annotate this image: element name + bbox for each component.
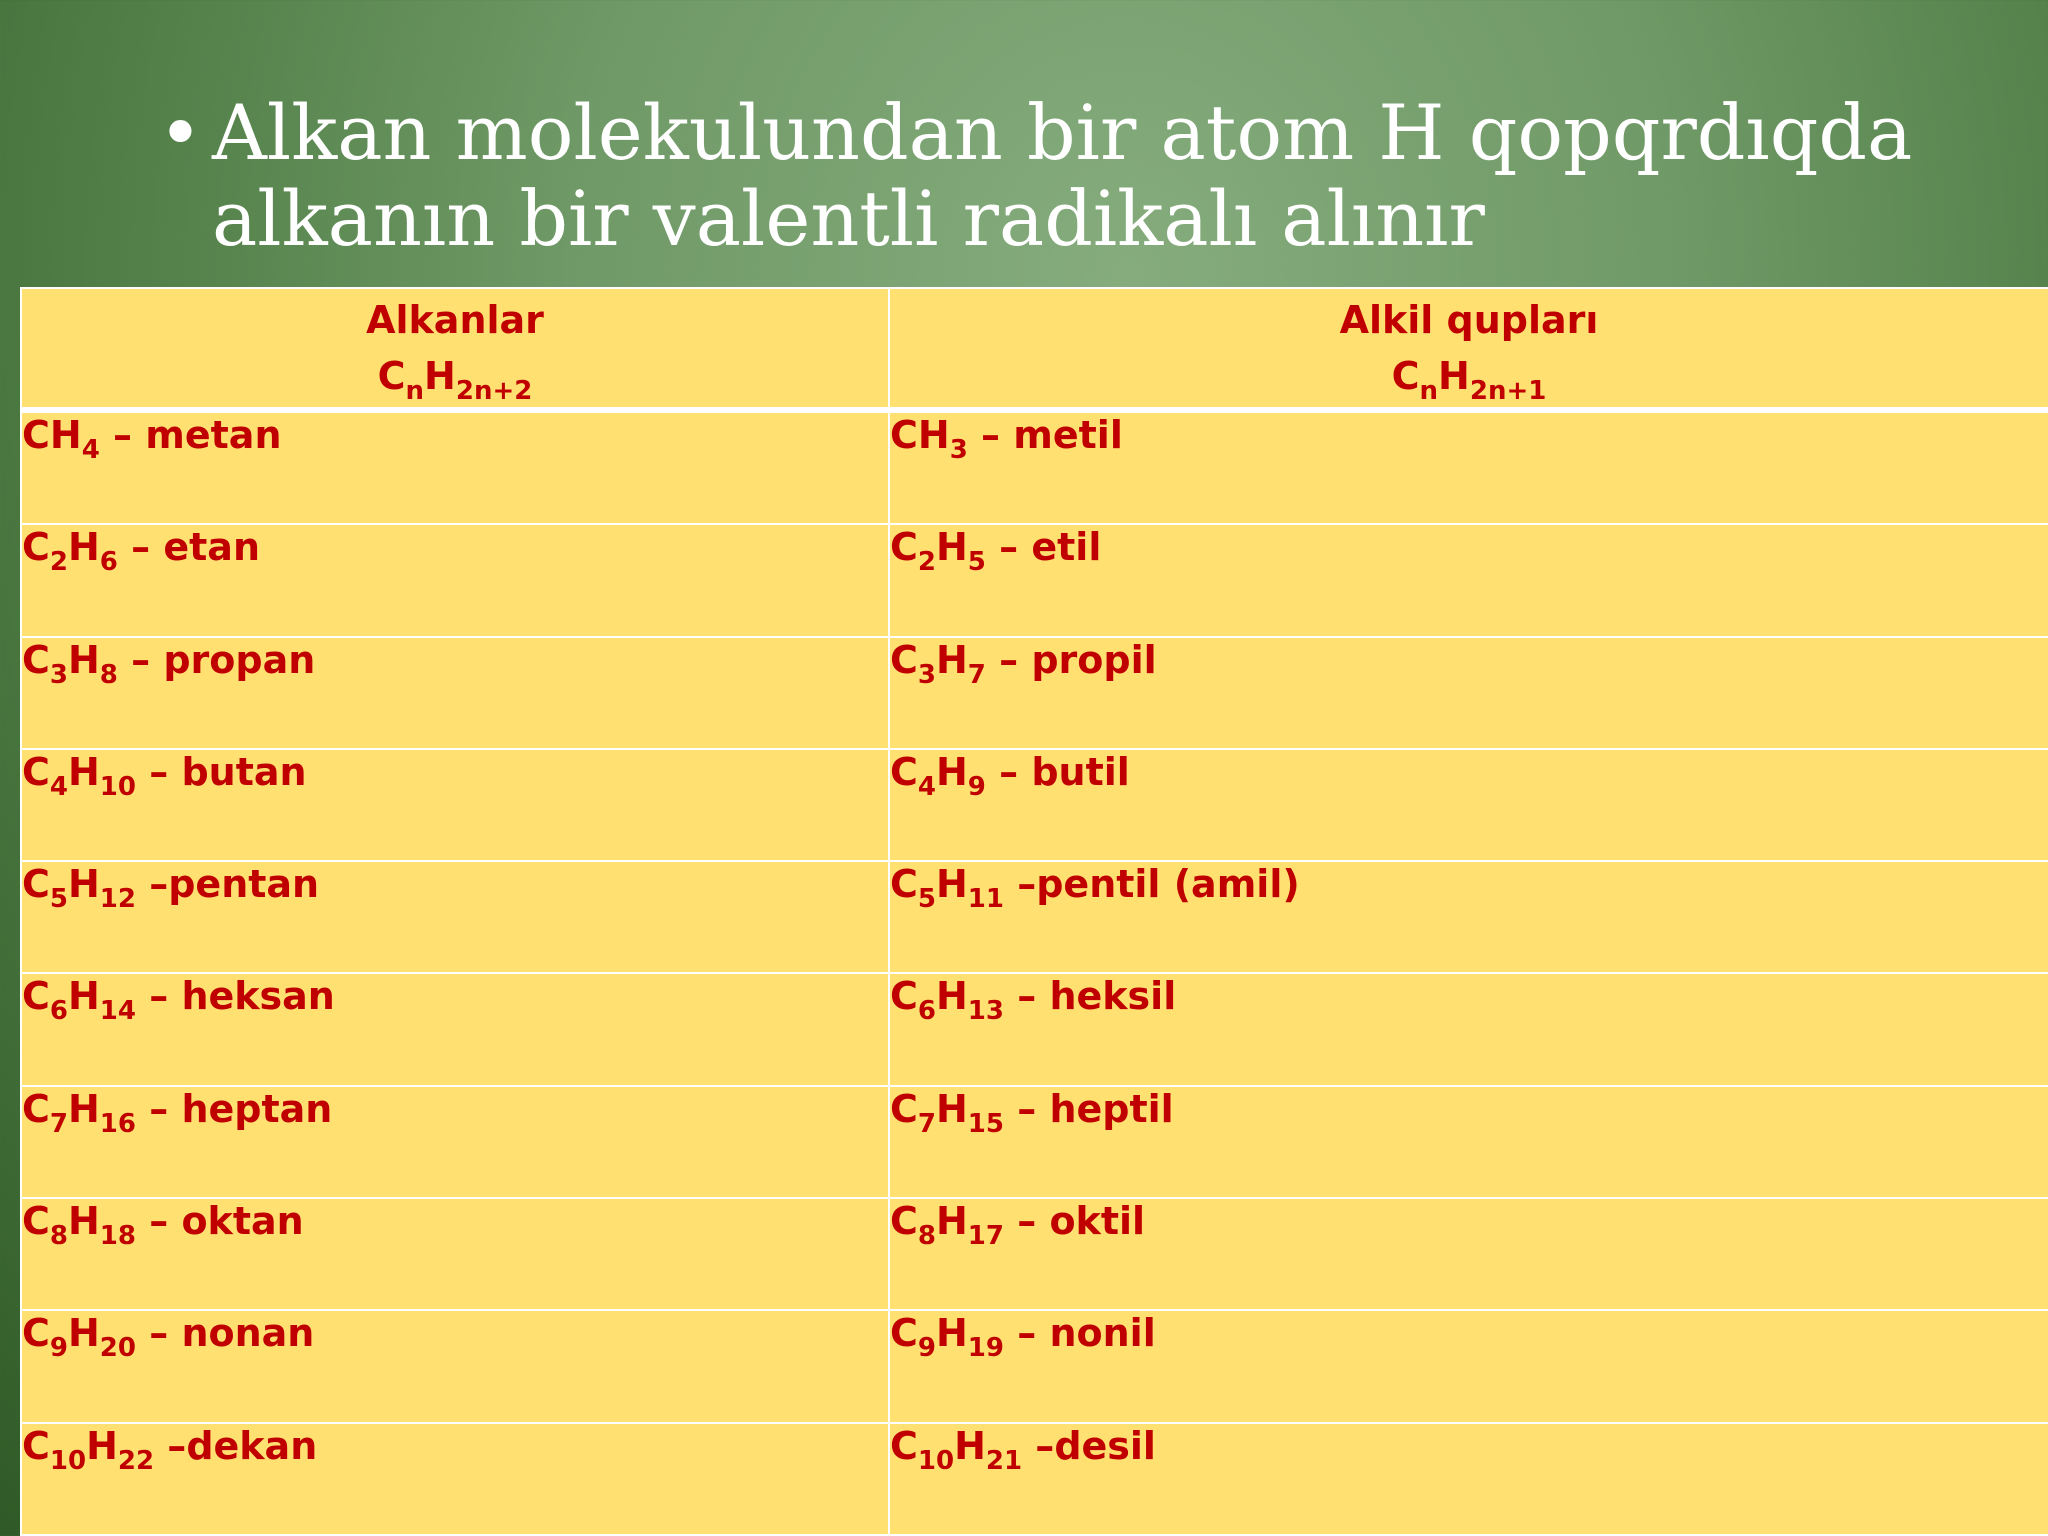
compound-name: metan bbox=[145, 413, 282, 457]
compound-name: oktan bbox=[181, 1199, 304, 1244]
formula: $C_2H_5$ bbox=[890, 525, 986, 578]
table-row bbox=[21, 1086, 2048, 1198]
header-formula: $C_nH_{2n+2}$ bbox=[377, 354, 533, 406]
alkyl-cell bbox=[889, 410, 2048, 524]
formula: $C_{10}H_{22}$ bbox=[22, 1423, 155, 1476]
header-alkanes bbox=[21, 288, 889, 410]
formula: $C_5H_{12}$ bbox=[22, 862, 136, 915]
separator: – bbox=[1003, 974, 1050, 1019]
formula: $C_7H_{15}$ bbox=[890, 1086, 1004, 1139]
formula: $C_9H_{20}$ bbox=[22, 1311, 136, 1364]
alkane-cell bbox=[21, 410, 889, 524]
formula: $C_{10}H_{21}$ bbox=[890, 1423, 1023, 1476]
alkyl-cell bbox=[889, 524, 2048, 636]
separator: – bbox=[154, 1423, 187, 1468]
compound-name: butan bbox=[181, 749, 307, 794]
formula: $CH_3$ bbox=[890, 413, 968, 465]
formula: $C_8H_{17}$ bbox=[890, 1199, 1004, 1252]
formula: $C_3H_8$ bbox=[22, 637, 118, 690]
formula: $C_6H_{14}$ bbox=[22, 974, 136, 1027]
formula: $C_7H_{16}$ bbox=[22, 1086, 136, 1139]
separator: – bbox=[117, 525, 164, 570]
alkyl-cell bbox=[889, 861, 2048, 973]
alkyl-cell bbox=[889, 1198, 2048, 1310]
separator: – bbox=[135, 749, 182, 794]
compound-name: heksil bbox=[1049, 974, 1177, 1019]
table-row bbox=[21, 973, 2048, 1085]
separator: – bbox=[1003, 1086, 1050, 1131]
separator: – bbox=[985, 525, 1032, 570]
compound-name: heptil bbox=[1049, 1086, 1174, 1131]
separator: – bbox=[967, 413, 1014, 457]
separator: – bbox=[117, 637, 164, 682]
alkane-cell bbox=[21, 1198, 889, 1310]
alkyl-cell bbox=[889, 1086, 2048, 1198]
formula: $C_6H_{13}$ bbox=[890, 974, 1004, 1027]
separator: – bbox=[1003, 1311, 1050, 1356]
alkane-cell bbox=[21, 1423, 889, 1535]
compound-name: desil bbox=[1054, 1423, 1156, 1468]
compound-name: butil bbox=[1031, 749, 1130, 794]
alkane-cell bbox=[21, 973, 889, 1085]
table-row bbox=[21, 861, 2048, 973]
separator: – bbox=[135, 862, 169, 907]
formula: $C_3H_7$ bbox=[890, 637, 986, 690]
formula: $C_8H_{18}$ bbox=[22, 1199, 136, 1252]
alkane-cell bbox=[21, 637, 889, 749]
alkyl-cell bbox=[889, 1423, 2048, 1535]
alkyl-cell bbox=[889, 1310, 2048, 1422]
bullet-icon: • bbox=[158, 88, 203, 177]
header-title: Alkil qupları bbox=[1339, 298, 1599, 342]
compound-name: metil bbox=[1013, 413, 1123, 457]
compound-name: nonan bbox=[181, 1311, 315, 1356]
compound-name: etil bbox=[1031, 525, 1102, 570]
table-row bbox=[21, 1423, 2048, 1535]
formula: $C_5H_{11}$ bbox=[890, 862, 1004, 915]
table-header-row bbox=[21, 288, 2048, 410]
separator: – bbox=[135, 974, 182, 1019]
table-row bbox=[21, 1310, 2048, 1422]
table-row bbox=[21, 637, 2048, 749]
header-alkyl-groups bbox=[889, 288, 2048, 410]
table-row bbox=[21, 410, 2048, 524]
slide-title bbox=[160, 90, 1960, 262]
alkane-cell bbox=[21, 749, 889, 861]
separator: – bbox=[135, 1199, 182, 1244]
separator: – bbox=[99, 413, 146, 457]
compound-name: dekan bbox=[186, 1423, 318, 1468]
compound-name: nonil bbox=[1049, 1311, 1156, 1356]
alkyl-cell bbox=[889, 749, 2048, 861]
compound-name: heksan bbox=[181, 974, 335, 1019]
alkyl-cell bbox=[889, 637, 2048, 749]
formula: $C_9H_{19}$ bbox=[890, 1311, 1004, 1364]
alkane-cell bbox=[21, 861, 889, 973]
table-row bbox=[21, 1198, 2048, 1310]
header-title: Alkanlar bbox=[366, 298, 544, 342]
separator: – bbox=[985, 637, 1032, 682]
separator: – bbox=[135, 1311, 182, 1356]
alkyl-cell bbox=[889, 973, 2048, 1085]
table-row bbox=[21, 524, 2048, 636]
formula: $C_2H_6$ bbox=[22, 525, 118, 578]
alkane-alkyl-table bbox=[20, 287, 2048, 1536]
compound-name: pentan bbox=[168, 862, 320, 907]
compound-name: pentil (amil) bbox=[1036, 862, 1300, 907]
alkane-cell bbox=[21, 524, 889, 636]
compound-name: oktil bbox=[1049, 1199, 1146, 1244]
table-row bbox=[21, 749, 2048, 861]
separator: – bbox=[135, 1086, 182, 1131]
formula: $C_4H_9$ bbox=[890, 749, 986, 802]
header-formula: $C_nH_{2n+1}$ bbox=[1391, 354, 1547, 406]
title-text: Alkan molekulundan bir atom H qopqrdıqda alkanın bir valentli radikalı alınır bbox=[212, 88, 1913, 263]
alkane-cell bbox=[21, 1086, 889, 1198]
separator: – bbox=[985, 749, 1032, 794]
compound-name: heptan bbox=[181, 1086, 333, 1131]
separator: – bbox=[1003, 862, 1037, 907]
separator: – bbox=[1022, 1423, 1055, 1468]
formula: $C_4H_{10}$ bbox=[22, 749, 136, 802]
formula: $CH_4$ bbox=[22, 413, 100, 465]
compound-name: propan bbox=[163, 637, 316, 682]
separator: – bbox=[1003, 1199, 1050, 1244]
compound-name: propil bbox=[1031, 637, 1157, 682]
alkane-cell bbox=[21, 1310, 889, 1422]
compound-name: etan bbox=[163, 525, 260, 570]
